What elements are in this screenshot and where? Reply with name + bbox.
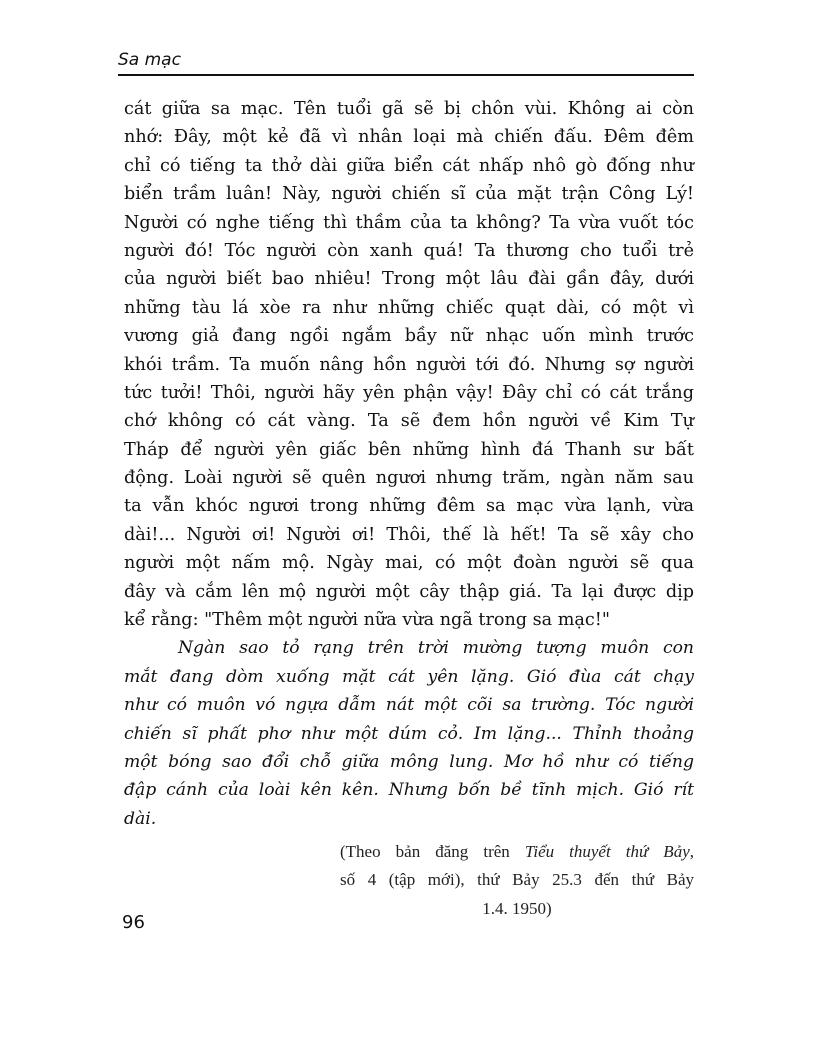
citation-line-2: số 4 (tập mới), thứ Bảy 25.3 đến thứ Bảy	[340, 870, 694, 890]
citation-line-1: (Theo bản đăng trên Tiểu thuyết thứ Bảy,	[340, 842, 694, 861]
text-line: vương giả đang ngồi ngắm bầy nữ nhạc uốn mình trước	[124, 326, 694, 347]
running-title: Sa mạc	[118, 50, 181, 70]
text-line: người đó! Tóc người còn xanh quá! Ta thương cho tuổi trẻ	[124, 240, 694, 261]
text-line: người một nấm mộ. Ngày mai, có một đoàn người sẽ qua	[124, 553, 694, 574]
text-line: dài!... Người ơi! Người ơi! Thôi, thế là hết! Ta sẽ xây cho	[124, 524, 694, 545]
text-line: tức tưởi! Thôi, người hãy yên phận vậy! Đây chỉ có cát trắng	[124, 382, 694, 403]
text-line: động. Loài người sẽ quên ngươi nhưng trăm, ngàn năm sau	[124, 468, 694, 489]
text-line: một bóng sao đổi chỗ giữa mông lung. Mơ hồ như có tiếng	[124, 751, 694, 772]
page-number: 96	[122, 912, 145, 933]
text-line: dài.	[124, 808, 157, 829]
source-citation	[340, 838, 694, 923]
text-line: những tàu lá xòe ra như những chiếc quạt dài, có một vì	[124, 297, 694, 318]
text-line: đây và cắm lên mộ người một cây thập giá. Ta lại được dịp	[124, 581, 694, 602]
text-line: biển trầm luân! Này, người chiến sĩ của mặt trận Công Lý!	[124, 184, 694, 205]
paragraph-2-italic	[124, 634, 694, 833]
running-header	[118, 50, 694, 76]
text-line: chớ không có cát vàng. Ta sẽ đem hồn người về Kim Tự	[124, 411, 694, 432]
text-line: khói trầm. Ta muốn nâng hồn người tới đó. Nhưng sợ người	[124, 354, 694, 375]
text-line: chỉ có tiếng ta thở dài giữa biển cát nhấp nhô gò đống như	[124, 155, 694, 176]
text-line: kể rằng: "Thêm một người nữa vừa ngã trong sa mạc!"	[124, 610, 610, 631]
text-line: của người biết bao nhiêu! Trong một lâu đài gần đây, dưới	[124, 269, 694, 290]
text-line: đập cánh của loài kên kên. Nhưng bốn bề tĩnh mịch. Gió rít	[124, 780, 694, 801]
body-text	[124, 95, 694, 833]
text-line: Tháp để người yên giấc bên những hình đá Thanh sư bất	[124, 439, 694, 460]
text-line: cát giữa sa mạc. Tên tuổi gã sẽ bị chôn vùi. Không ai còn	[124, 99, 694, 119]
text-line: ta vẫn khóc ngươi trong những đêm sa mạc vừa lạnh, vừa	[124, 496, 694, 517]
citation-publication-title: Tiểu thuyết thứ Bảy	[524, 842, 690, 861]
citation-line-3: 1.4. 1950)	[482, 898, 552, 918]
paragraph-1	[124, 95, 694, 634]
text-line: mắt đang dòm xuống mặt cát yên lặng. Gió đùa cát chạy	[124, 666, 694, 687]
text-line: chiến sĩ phất phơ như một dúm cỏ. Im lặng... Thỉnh thoảng	[124, 723, 694, 744]
text-line: như có muôn vó ngựa dẫm nát một cõi sa trường. Tóc người	[124, 695, 694, 716]
text-line: Người có nghe tiếng thì thầm của ta không? Ta vừa vuốt tóc	[124, 212, 694, 233]
text-line: nhớ: Đây, một kẻ đã vì nhân loại mà chiến đấu. Đêm đêm	[124, 127, 694, 148]
text-line: Ngàn sao tỏ rạng trên trời mường tượng muôn con	[178, 638, 694, 659]
